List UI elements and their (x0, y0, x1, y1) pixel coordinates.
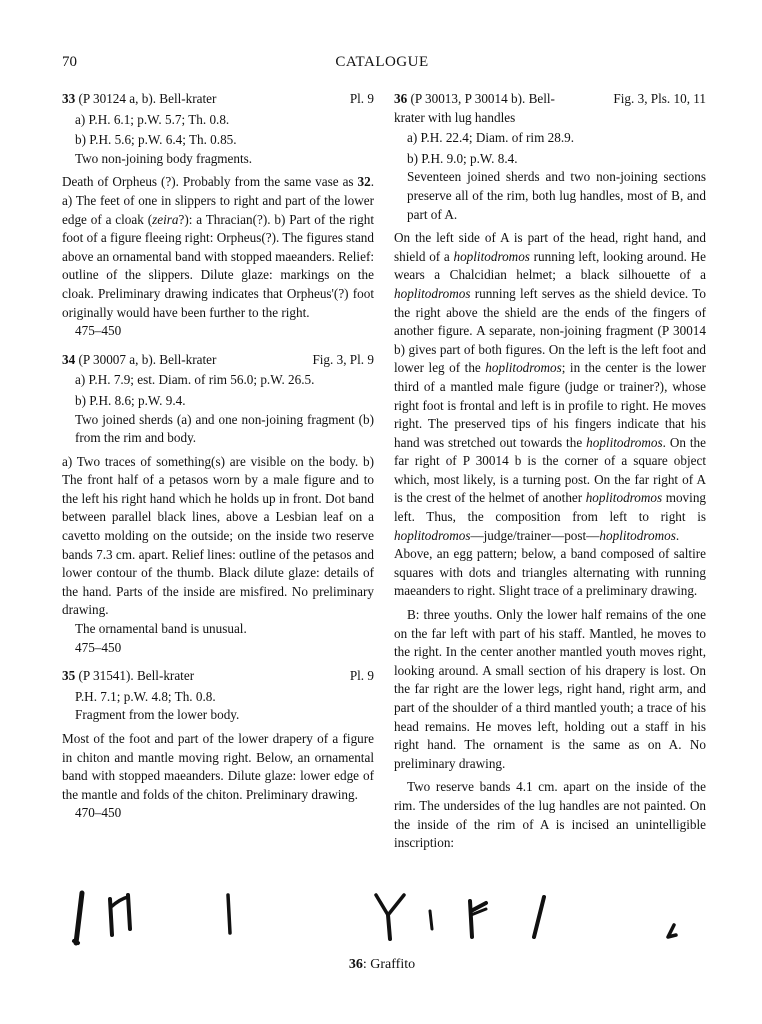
entry-35-measure: P.H. 7.1; p.W. 4.8; Th. 0.8. (75, 688, 216, 704)
entry-33-number: 33 (62, 91, 76, 106)
entry-34-measure-a: a) P.H. 7.9; est. Diam. of rim 56.0; p.W. 26.5. (75, 372, 315, 388)
entry-36-side-a-description: On the left side of A is part of the head, right hand, and shield of a hoplitodromos running left, looking around. He wears a Chalcidian helmet; a black silhouette of a hoplitodromos running left serves as the shield device. To the right above the shield are the ends of the fingers of another figure. A separate, non-joining fragment (P 30014 b) gives part of both figures. On the left is the left foot and lower leg of the hoplitodromos; in the center is the lower third of a mantled male figure (judge or trainer?), whose right foot is frontal and left is in profile to right. He moves right. The preserved tips of his fingers indicate that his hand was stretched out towards the hoplitodromos. On the far right of P 30014 b is the corner of a square object which, most likely, is a turning post. On the far right of A is the crest of the helmet of another hoplitodromos moving left. Thus, the composition from left to right is hoplitodromos—judge/trainer—post—hoplitodromos. Above, an egg pattern; below, a band composed of saltire squares with dots and triangles alternating with running maeanders to right. Slight trace of a preliminary drawing. (394, 230, 707, 599)
entry-35-description: Most of the foot and part of the lower drapery of a figure in chiton and mantle moving right. Below, an ornamental band with stopped maeanders. Dilute glaze: lower edge of the mantle and folds of the chiton. Preliminary drawing. (62, 731, 374, 802)
cross-reference: 32 (357, 174, 371, 190)
entry-35-heading (62, 667, 374, 686)
entry-36-measure-a: a) P.H. 22.4; Diam. of rim 28.9. (407, 130, 575, 146)
entry-34-heading (62, 351, 374, 370)
entry-36-inscription-note: Two reserve bands 4.1 cm. apart on the inside of the rim. The undersides of the lug handles are not painted. On the inside of the rim of A is incised an unintelligible inscription: (394, 779, 706, 851)
entry-34-title: (P 30007 a, b). Bell-krater (75, 351, 217, 367)
graffito-drawing (62, 885, 702, 955)
running-title: CATALOGUE (335, 54, 429, 70)
entry-34-summary: Two joined sherds (a) and one non-joining fragment (b) from the rim and body. (75, 411, 374, 446)
entry-35-number: 35 (62, 668, 76, 684)
page-header (62, 54, 702, 76)
entry-33-plate: Pl. 9 (349, 91, 374, 106)
figure-number: 36 (348, 957, 363, 972)
entry-33-heading (62, 90, 374, 109)
entry-33-summary: Two non-joining body fragments. (75, 150, 253, 166)
entry-36-title: (P 30013, P 30014 b). Bell-krater with lug handles (394, 91, 555, 125)
entry-33-measure-b: b) P.H. 5.6; p.W. 6.4; Th. 0.85. (75, 132, 237, 148)
entry-34-note: The ornamental band is unusual. (75, 621, 247, 637)
entry-36-summary: Seventeen joined sherds and two non-joining sections preserve all of the rim, both lug handles, most of B, and part of A. (407, 169, 706, 222)
page-number: 70 (62, 54, 77, 70)
entry-33-date: 475–450 (75, 323, 122, 339)
entry-36-plate: Fig. 3, Pls. 10, 11 (613, 91, 706, 106)
entry-36-heading (394, 90, 706, 127)
entry-33-description: Death of Orpheus (?). Probably from the same vase as 32. a) The feet of one in slippers to right and part of the lower edge of a cloak (zeira?): a Thracian(?). b) Part of the right foot of a figure fleeing right: Orpheus(?). The figures stand above an ornamental band with stopped maeanders. Relief: outline of the slippers. Dilute glaze: markings on the cloak. Preliminary drawing indicates that Orpheus'(?) foot originally would have been further to the right. (62, 174, 375, 320)
entry-34-plate: Fig. 3, Pl. 9 (312, 351, 374, 367)
entry-33-title: (P 30124 a, b). Bell-krater (75, 91, 217, 106)
entry-34-measure-b: b) P.H. 8.6; p.W. 9.4. (75, 392, 186, 408)
entry-36-measure-b: b) P.H. 9.0; p.W. 8.4. (407, 150, 518, 166)
entry-34-description: a) Two traces of something(s) are visible on the body. b) The front half of a petasos worn by a male figure and to the left his right hand which he holds up in front. Dot band between parallel black lines, above a Lesbian leaf on a cavetto molding on the outside; on the inside two reserve bands 7.3 cm. apart. Relief lines: outline of the petasos and lower contour of the thumb. Black dilute glaze: details of the hand. Parts of the inside are misfired. No preliminary drawing. (62, 453, 374, 618)
entry-34-number: 34 (62, 351, 76, 367)
entry-34-date: 475–450 (75, 639, 122, 655)
left-column (62, 90, 374, 823)
entry-35-date: 470–450 (75, 805, 122, 821)
entry-35-summary: Fragment from the lower body. (75, 707, 240, 723)
entry-36-number: 36 (394, 91, 408, 106)
entry-33-measure-a: a) P.H. 6.1; p.W. 5.7; Th. 0.8. (75, 111, 230, 127)
figure-caption (62, 957, 702, 973)
entry-36-side-b-description: B: three youths. Only the lower half remains of the one on the far left with part of his staff. Mantled, he moves to the right. In the center another mantled youth moves right, looking around. A small section of his drapery is lost. On the far right are the lower legs, right hand, right arm, and part of the shoulder of a third mantled youth; a trace of his head remains. He moves left, holding out a staff in his right hand. The ornament is the same as on A. No preliminary drawing. (394, 607, 706, 771)
entry-35-title: (P 31541). Bell-krater (75, 668, 195, 684)
entry-35-plate: Pl. 9 (349, 668, 374, 684)
figure-label: : Graffito (362, 957, 416, 972)
right-column (394, 90, 706, 853)
